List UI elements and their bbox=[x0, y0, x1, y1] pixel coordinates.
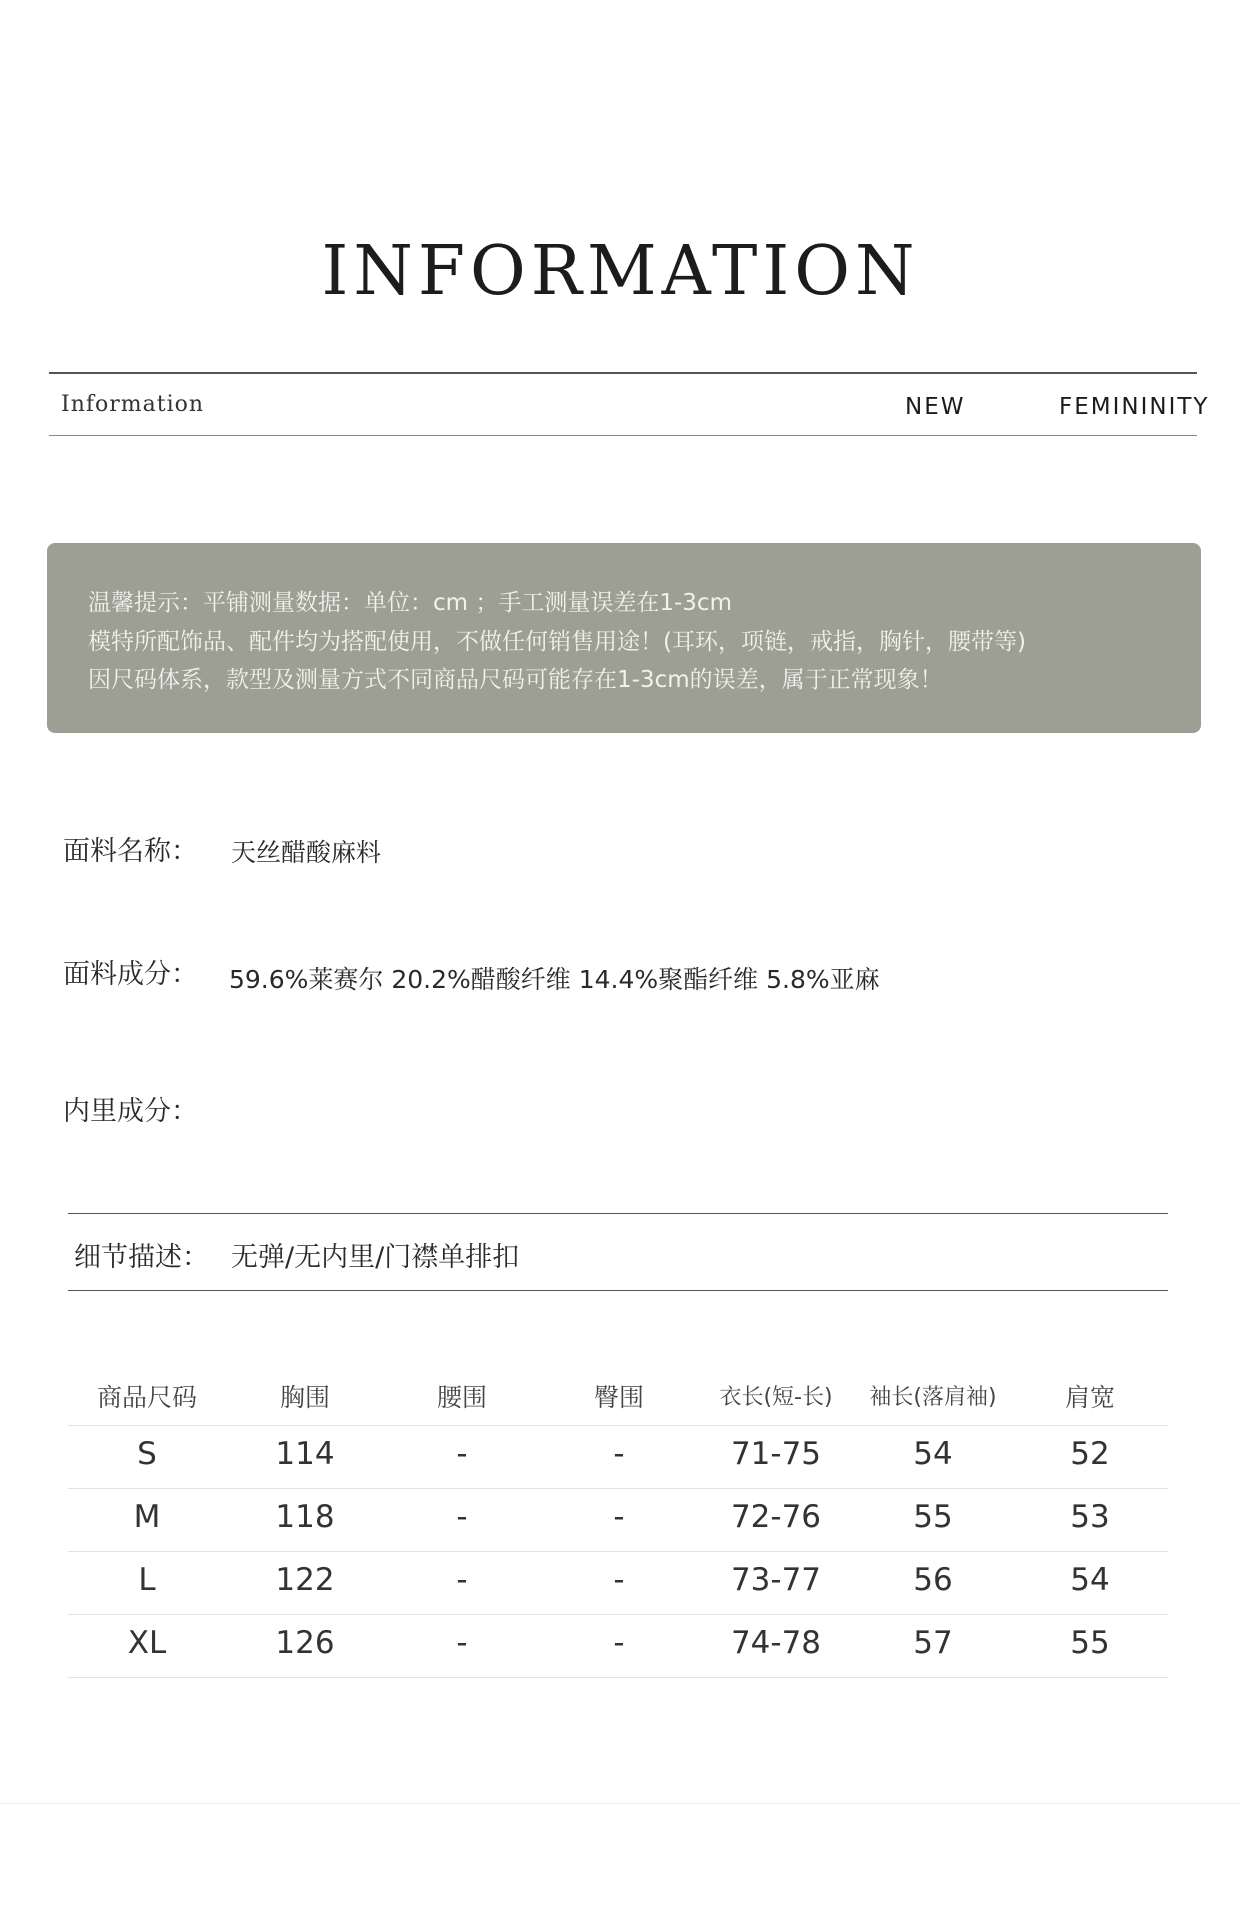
table-cell: 52 bbox=[1070, 1436, 1110, 1472]
table-cell: 54 bbox=[1070, 1562, 1110, 1598]
fabric-name-label: 面料名称： bbox=[63, 836, 198, 867]
size-table-header: 商品尺码 bbox=[96, 1383, 198, 1412]
row-divider bbox=[68, 1425, 1168, 1426]
table-cell: - bbox=[613, 1562, 625, 1598]
table-cell: 122 bbox=[275, 1562, 335, 1598]
table-cell: XL bbox=[127, 1625, 167, 1661]
detail-description-value: 无弹/无内里/门襟单排扣 bbox=[231, 1242, 520, 1273]
table-cell: - bbox=[613, 1499, 625, 1535]
row-divider bbox=[68, 1488, 1168, 1489]
table-cell: 74-78 bbox=[730, 1625, 822, 1661]
size-table-header: 腰围 bbox=[436, 1383, 488, 1412]
table-cell: 54 bbox=[913, 1436, 953, 1472]
notice-line: 温馨提示：平铺测量数据：单位：cm ；手工测量误差在1-3cm bbox=[88, 590, 732, 616]
footer-divider bbox=[0, 1803, 1241, 1804]
header-subtitle-femininity: FEMININITY bbox=[1059, 394, 1210, 420]
page-title: INFORMATION bbox=[321, 232, 920, 311]
detail-description-label: 细节描述： bbox=[74, 1242, 209, 1273]
table-cell: M bbox=[133, 1499, 161, 1535]
header-subtitle-left: Information bbox=[61, 392, 205, 417]
table-cell: - bbox=[613, 1436, 625, 1472]
table-cell: - bbox=[456, 1625, 468, 1661]
table-cell: 55 bbox=[913, 1499, 953, 1535]
table-cell: 72-76 bbox=[730, 1499, 822, 1535]
table-cell: 114 bbox=[275, 1436, 335, 1472]
fabric-composition-label: 面料成分： bbox=[63, 959, 198, 990]
notice-line: 模特所配饰品、配件均为搭配使用，不做任何销售用途！(耳环，项链，戒指，胸针，腰带等) bbox=[88, 629, 1026, 655]
table-cell: - bbox=[456, 1436, 468, 1472]
row-divider bbox=[68, 1614, 1168, 1615]
table-cell: - bbox=[613, 1625, 625, 1661]
table-cell: 56 bbox=[913, 1562, 953, 1598]
table-cell: 126 bbox=[275, 1625, 335, 1661]
table-cell: 53 bbox=[1070, 1499, 1110, 1535]
row-divider bbox=[68, 1677, 1168, 1678]
row-divider bbox=[68, 1551, 1168, 1552]
size-table-header: 肩宽 bbox=[1064, 1383, 1116, 1412]
size-table-header: 袖长(落肩袖) bbox=[869, 1385, 997, 1410]
lining-composition-label: 内里成分： bbox=[63, 1096, 198, 1127]
size-table-header: 衣长(短-长) bbox=[719, 1385, 833, 1410]
size-table-header: 胸围 bbox=[279, 1383, 331, 1412]
table-cell: 73-77 bbox=[730, 1562, 822, 1598]
table-cell: - bbox=[456, 1562, 468, 1598]
table-cell: 118 bbox=[275, 1499, 335, 1535]
table-cell: S bbox=[137, 1436, 157, 1472]
fabric-name-value: 天丝醋酸麻料 bbox=[231, 838, 382, 867]
table-cell: L bbox=[138, 1562, 156, 1598]
fabric-composition-value: 59.6%莱赛尔 20.2%醋酸纤维 14.4%聚酯纤维 5.8%亚麻 bbox=[229, 965, 880, 994]
table-cell: 57 bbox=[913, 1625, 953, 1661]
table-cell: - bbox=[456, 1499, 468, 1535]
notice-line: 因尺码体系，款型及测量方式不同商品尺码可能存在1-3cm的误差，属于正常现象！ bbox=[88, 667, 943, 693]
table-cell: 55 bbox=[1070, 1625, 1110, 1661]
size-table-header: 臀围 bbox=[593, 1383, 645, 1412]
header-subtitle-new: NEW bbox=[905, 394, 966, 420]
table-cell: 71-75 bbox=[730, 1436, 822, 1472]
